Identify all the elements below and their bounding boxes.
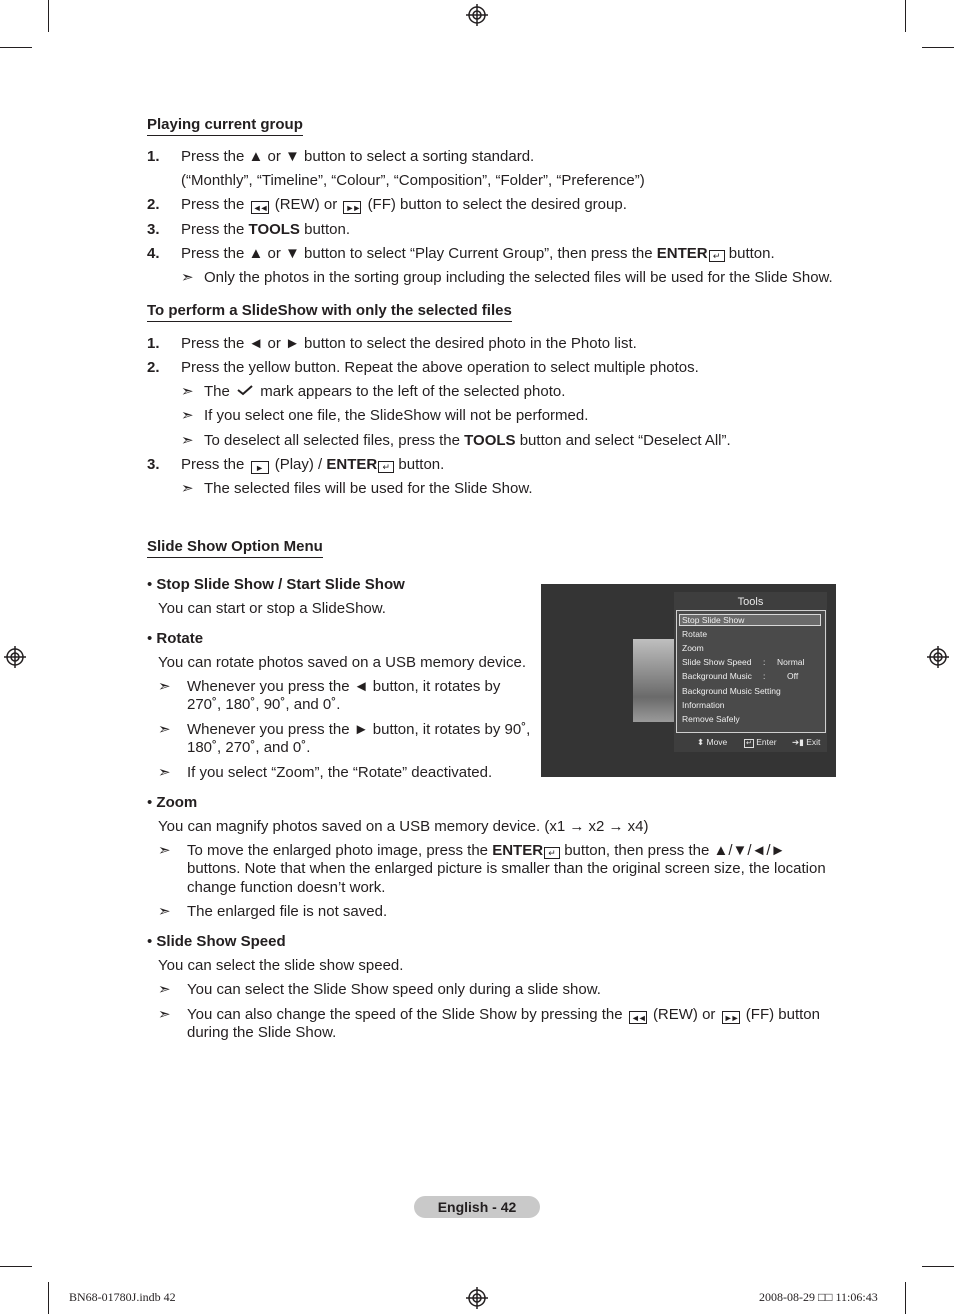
menu-item-remove-safely[interactable]: Remove Safely [682, 714, 740, 724]
note-arrow-icon: ➣ [158, 842, 171, 859]
exit-icon: ➔▮ [792, 737, 804, 747]
enter-keyword: ENTER [492, 842, 544, 859]
note-arrow-icon: ➣ [181, 383, 194, 400]
enter-icon: ↵ [709, 250, 725, 262]
crop-mark [0, 47, 32, 48]
step-text-part: (FF) button to select the desired group. [367, 196, 627, 213]
step-text-part: Press the [181, 196, 245, 213]
tools-title: Tools [737, 596, 764, 608]
step-number: 1. [147, 148, 160, 165]
step-text-part: button. [728, 245, 775, 262]
note-text: If you select one file, the SlideShow will not be performed. [204, 407, 589, 424]
enter-hint [744, 737, 777, 748]
crop-mark [0, 1266, 32, 1267]
step-text-part: button. [398, 456, 445, 473]
step-text: Press the ◄ or ► button to select the desired photo in the Photo list. [181, 335, 637, 352]
background-music-value: Off [787, 671, 799, 681]
step-text-part: Press the ▲ or ▼ button to select “Play Current Group”, then press the [181, 245, 653, 262]
move-label: Move [706, 737, 728, 747]
bullet-text: You can start or stop a SlideShow. [158, 600, 386, 617]
exit-label: Exit [806, 737, 821, 747]
menu-item-rotate[interactable]: Rotate [682, 629, 708, 639]
photo-thumbnail [633, 639, 678, 722]
tools-panel [674, 592, 827, 752]
crop-mark [922, 1266, 954, 1267]
menu-item-background-music-setting[interactable]: Background Music Setting [682, 686, 781, 696]
section-title-playing-current-group: Playing current group [147, 116, 303, 136]
registration-mark-icon [4, 646, 26, 668]
registration-mark-icon [927, 646, 949, 668]
registration-mark-icon [466, 4, 488, 26]
note-arrow-icon: ➣ [158, 981, 171, 998]
note-text-part: (FF) button [745, 1006, 820, 1023]
step-text [181, 221, 350, 239]
bullet-text: You can select the slide show speed. [158, 957, 404, 974]
step-text-part: (REW) or [274, 196, 338, 213]
note-text-part: mark appears to the left of the selected photo. [260, 383, 566, 400]
menu-colon: : [763, 671, 766, 681]
bullet-heading-text: Stop Slide Show / Start Slide Show [156, 576, 405, 593]
bullet-heading: • Stop Slide Show / Start Slide Show [147, 576, 405, 593]
note-text-part: button and select “Deselect All”. [519, 432, 731, 449]
step-number: 4. [147, 245, 160, 262]
note-text-part: You can also change the speed of the Slide Show by pressing the [187, 1006, 623, 1023]
note-text-part: To move the enlarged photo image, press the [187, 842, 489, 859]
note-text [187, 842, 785, 860]
section-title-slideshow-selected: To perform a SlideShow with only the selected files [147, 302, 512, 322]
tools-menu-list [676, 610, 826, 733]
menu-item-background-music[interactable]: Background Music [682, 671, 752, 681]
note-text-part: To deselect all selected files, press the [204, 432, 460, 449]
note-text: If you select “Zoom”, the “Rotate” deactivated. [187, 764, 493, 781]
slide-show-speed-value: Normal [777, 657, 805, 667]
enter-icon: ↵ [746, 740, 752, 747]
step-number: 1. [147, 335, 160, 352]
note-arrow-icon: ➣ [158, 721, 171, 738]
note-text [204, 383, 565, 401]
step-number: 2. [147, 196, 160, 213]
crop-mark [905, 0, 906, 32]
bullet-heading: • Zoom [147, 794, 198, 811]
check-icon [236, 384, 254, 396]
move-icon: ⬍ [697, 737, 705, 747]
note-arrow-icon: ➣ [181, 407, 194, 424]
page-number-badge: English - 42 [414, 1196, 540, 1218]
menu-colon: : [763, 657, 766, 667]
note-text: during the Slide Show. [187, 1024, 337, 1041]
move-hint [697, 737, 727, 748]
note-text-part: button, then press the ▲/▼/◄/► [564, 842, 786, 859]
enter-keyword: ENTER [326, 456, 378, 473]
bullet-heading: • Rotate [147, 630, 204, 647]
step-number: 2. [147, 359, 160, 376]
menu-item-stop-slide-show[interactable]: Stop Slide Show [679, 614, 821, 626]
crop-mark [905, 1282, 906, 1314]
note-arrow-icon: ➣ [181, 480, 194, 497]
step-number: 3. [147, 456, 160, 473]
note-text: Whenever you press the ► button, it rotates by 90˚, [187, 721, 531, 738]
registration-mark-icon [466, 1287, 488, 1309]
step-text: Press the ▲ or ▼ button to select a sorting standard. [181, 148, 535, 165]
note-text: 180˚, 270˚, and 0˚. [187, 739, 311, 756]
section-title-slide-show-option-menu: Slide Show Option Menu [147, 538, 323, 558]
step-text: (“Monthly”, “Timeline”, “Colour”, “Composition”, “Folder”, “Preference”) [181, 172, 645, 189]
tools-menu-screenshot [541, 584, 836, 777]
note-text: The enlarged file is not saved. [187, 903, 388, 920]
step-text: Press the yellow button. Repeat the above operation to select multiple photos. [181, 359, 699, 376]
crop-mark [48, 1282, 49, 1314]
step-text-part: Press the [181, 456, 245, 473]
bullet-text: You can magnify photos saved on a USB memory device. (x1 → x2 → x4) [158, 818, 649, 835]
play-icon: ► [251, 461, 269, 474]
tools-keyword: TOOLS [248, 221, 300, 238]
enter-label: Enter [756, 737, 777, 747]
bullet-heading-text: Slide Show Speed [156, 933, 286, 950]
step-text [181, 456, 444, 474]
note-text: buttons. Note that when the enlarged picture is smaller than the original screen size, the location [187, 860, 826, 877]
step-text-part: (Play) / [274, 456, 323, 473]
note-arrow-icon: ➣ [181, 432, 194, 449]
step-number: 3. [147, 221, 160, 238]
note-arrow-icon: ➣ [158, 678, 171, 695]
step-text-part: button. [304, 221, 350, 238]
bullet-heading: • Slide Show Speed [147, 933, 286, 950]
tools-keyword: TOOLS [464, 432, 516, 449]
note-text: Whenever you press the ◄ button, it rotates by [187, 678, 501, 695]
bullet-text: You can rotate photos saved on a USB memory device. [158, 654, 526, 671]
note-arrow-icon: ➣ [181, 269, 194, 286]
exit-hint [792, 737, 820, 748]
bullet-heading-text: Rotate [156, 630, 204, 647]
slug-right: 2008-08-29 □□ 11:06:43 [759, 1290, 878, 1304]
note-text-part: The [204, 383, 230, 400]
note-text [187, 1006, 820, 1024]
step-text-part: Press the [181, 221, 245, 238]
note-arrow-icon: ➣ [158, 764, 171, 781]
note-text: Only the photos in the sorting group including the selected files will be used for the Slide Show. [204, 269, 833, 286]
note-text-part: (REW) or [652, 1006, 716, 1023]
note-arrow-icon: ➣ [158, 903, 171, 920]
rewind-icon: ◄◄ [251, 201, 269, 214]
note-arrow-icon: ➣ [158, 1006, 171, 1023]
menu-item-slide-show-speed[interactable]: Slide Show Speed [682, 657, 752, 667]
bullet-heading-text: Zoom [156, 794, 198, 811]
note-text: 270˚, 180˚, 90˚, and 0˚. [187, 696, 341, 713]
note-text: The selected files will be used for the Slide Show. [204, 480, 533, 497]
rewind-icon: ◄◄ [629, 1011, 647, 1024]
enter-keyword: ENTER [656, 245, 708, 262]
crop-mark [922, 47, 954, 48]
menu-item-zoom[interactable]: Zoom [682, 643, 704, 653]
note-text: change function doesn’t work. [187, 879, 386, 896]
step-text [181, 196, 627, 214]
note-text: You can select the Slide Show speed only during a slide show. [187, 981, 601, 998]
crop-mark [48, 0, 49, 32]
step-text [181, 245, 775, 263]
note-text [204, 432, 731, 450]
slug-left: BN68-01780J.indb 42 [69, 1290, 176, 1304]
menu-item-information[interactable]: Information [682, 700, 725, 710]
fast-forward-icon: ►► [343, 201, 361, 214]
enter-icon: ↵ [544, 847, 560, 859]
fast-forward-icon: ►► [722, 1011, 740, 1024]
enter-icon: ↵ [378, 461, 394, 473]
